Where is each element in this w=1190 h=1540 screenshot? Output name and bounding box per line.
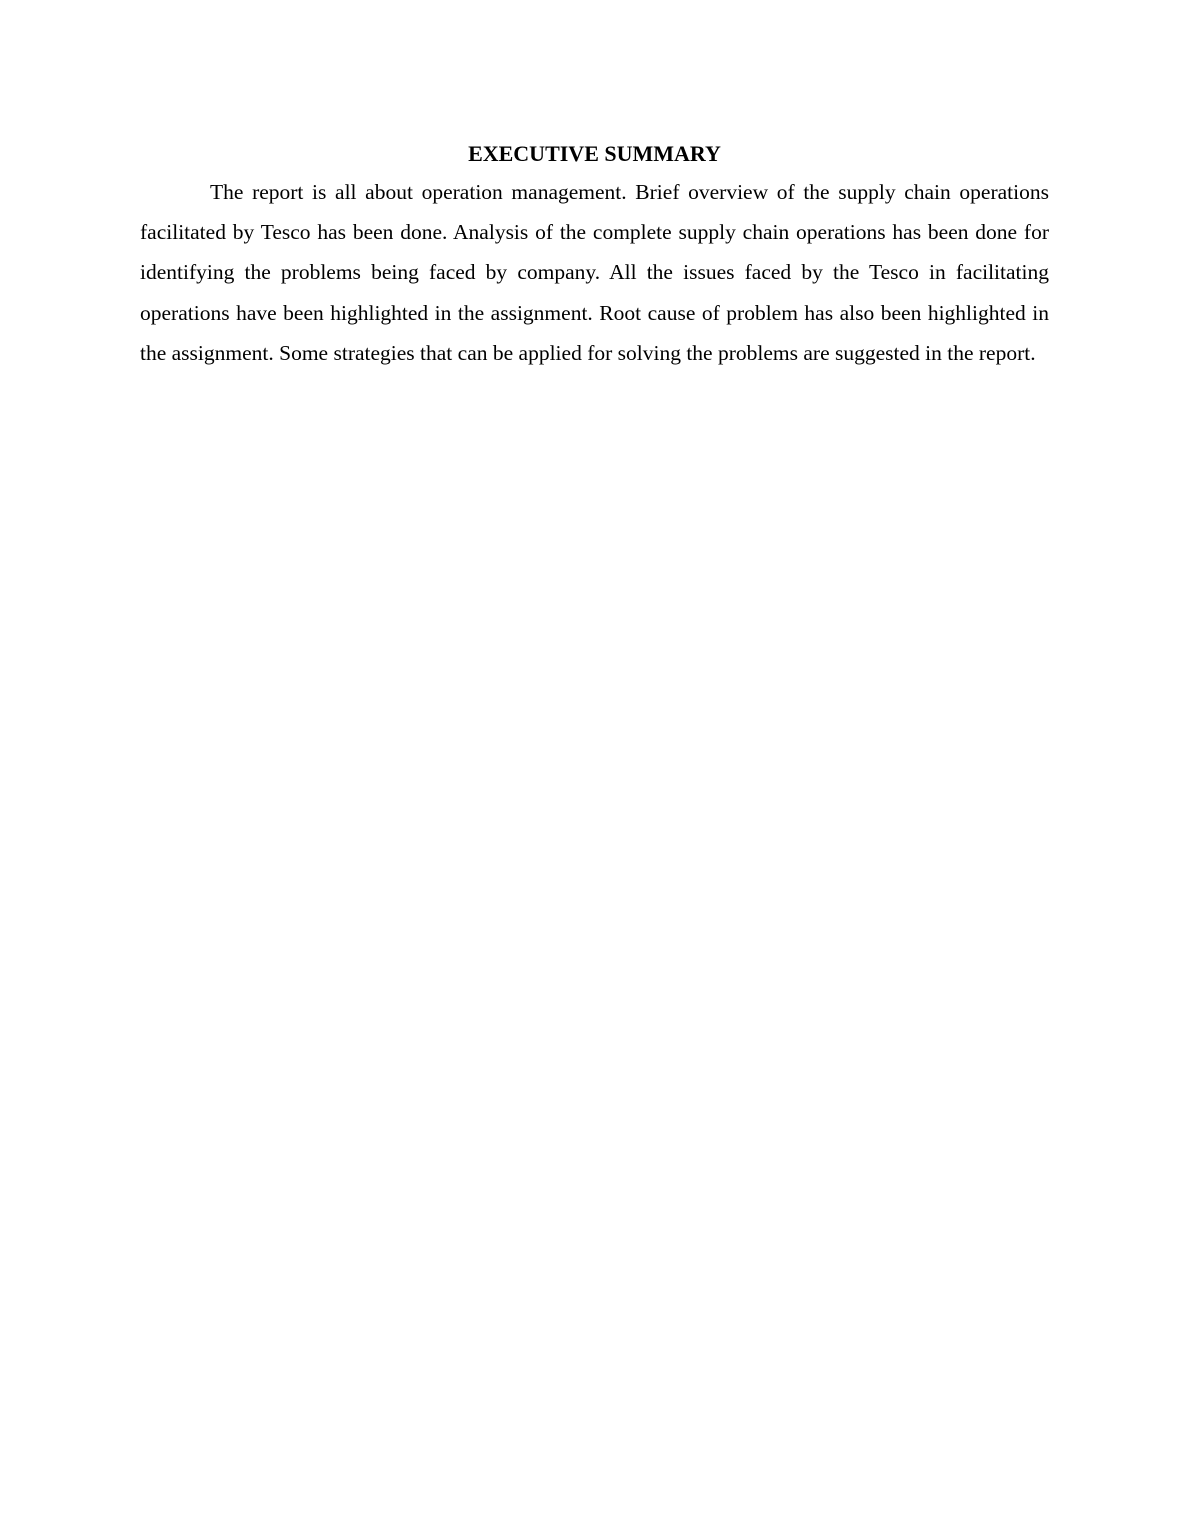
section-heading: EXECUTIVE SUMMARY [468, 141, 721, 166]
summary-paragraph: The report is all about operation management. Brief overview of the supply chain operations facilitated by Tesco has been done. Analysis of the complete supply chain operations has been done for identifying the problems being faced by company. All the issues faced by the Tesco in facilitating operations have been highlighted in the assignment. Root cause of problem has also been highlighted in the assignment. Some strategies that can be applied for solving the problems are suggested in the report. [140, 180, 1049, 365]
page-content [140, 138, 1049, 373]
